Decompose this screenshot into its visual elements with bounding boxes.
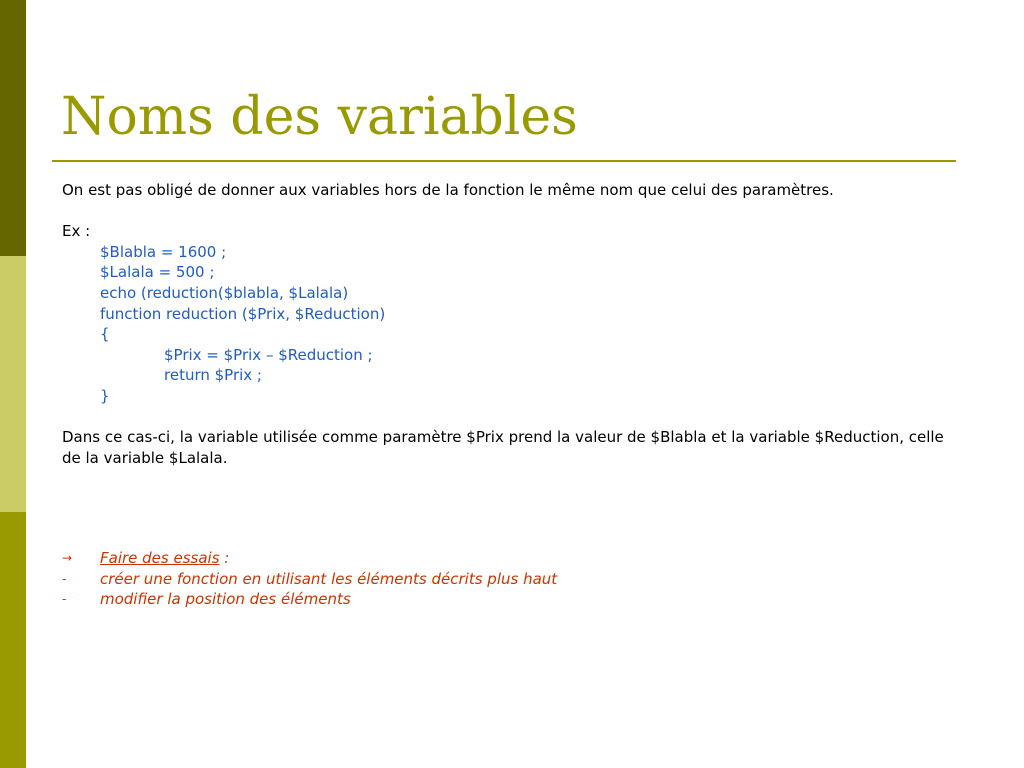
dash-bullet: -: [62, 571, 67, 586]
arrow-right-icon: →: [62, 551, 73, 565]
sidebar-stripe-olive: [0, 512, 26, 768]
code-line: $Prix = $Prix – $Reduction ;: [164, 345, 373, 364]
blank-line: [62, 407, 962, 428]
list-item: [62, 589, 962, 610]
code-line-close-brace: }: [100, 386, 110, 405]
slide-title: Noms des variables: [61, 87, 578, 147]
sidebar-stripe-light: [0, 256, 26, 512]
code-line: function reduction ($Prix, $Reduction): [100, 304, 386, 323]
exercise-link[interactable]: Faire des essais: [100, 549, 220, 567]
list-item-text: modifier la position des éléments: [100, 590, 351, 609]
code-line: echo (reduction($blabla, $Lalala): [100, 283, 349, 302]
example-label: Ex :: [62, 222, 91, 241]
blank-line: [62, 201, 962, 222]
sidebar-stripe-dark: [0, 0, 26, 256]
code-line: return $Prix ;: [164, 366, 262, 385]
list-item-text: créer une fonction en utilisant les éléments décrits plus haut: [100, 569, 558, 588]
code-line-open-brace: {: [100, 325, 110, 344]
exercise-list: [62, 548, 962, 610]
code-line: $Lalala = 500 ;: [100, 263, 215, 282]
title-divider: [52, 160, 956, 162]
exercise-heading-suffix: :: [219, 549, 230, 567]
exercise-heading: [62, 548, 962, 569]
intro-paragraph: On est pas obligé de donner aux variables hors de la fonction le même nom que celui des paramètres.: [62, 181, 834, 199]
explanation-paragraph: Dans ce cas-ci, la variable utilisée comme paramètre $Prix prend la valeur de $Blabla et la variable $Reduction, celle de la variable $Lalala.: [62, 428, 944, 467]
list-item: [62, 569, 962, 590]
slide-body: [62, 180, 962, 468]
code-line: $Blabla = 1600 ;: [100, 242, 227, 261]
dash-bullet: -: [62, 592, 67, 607]
